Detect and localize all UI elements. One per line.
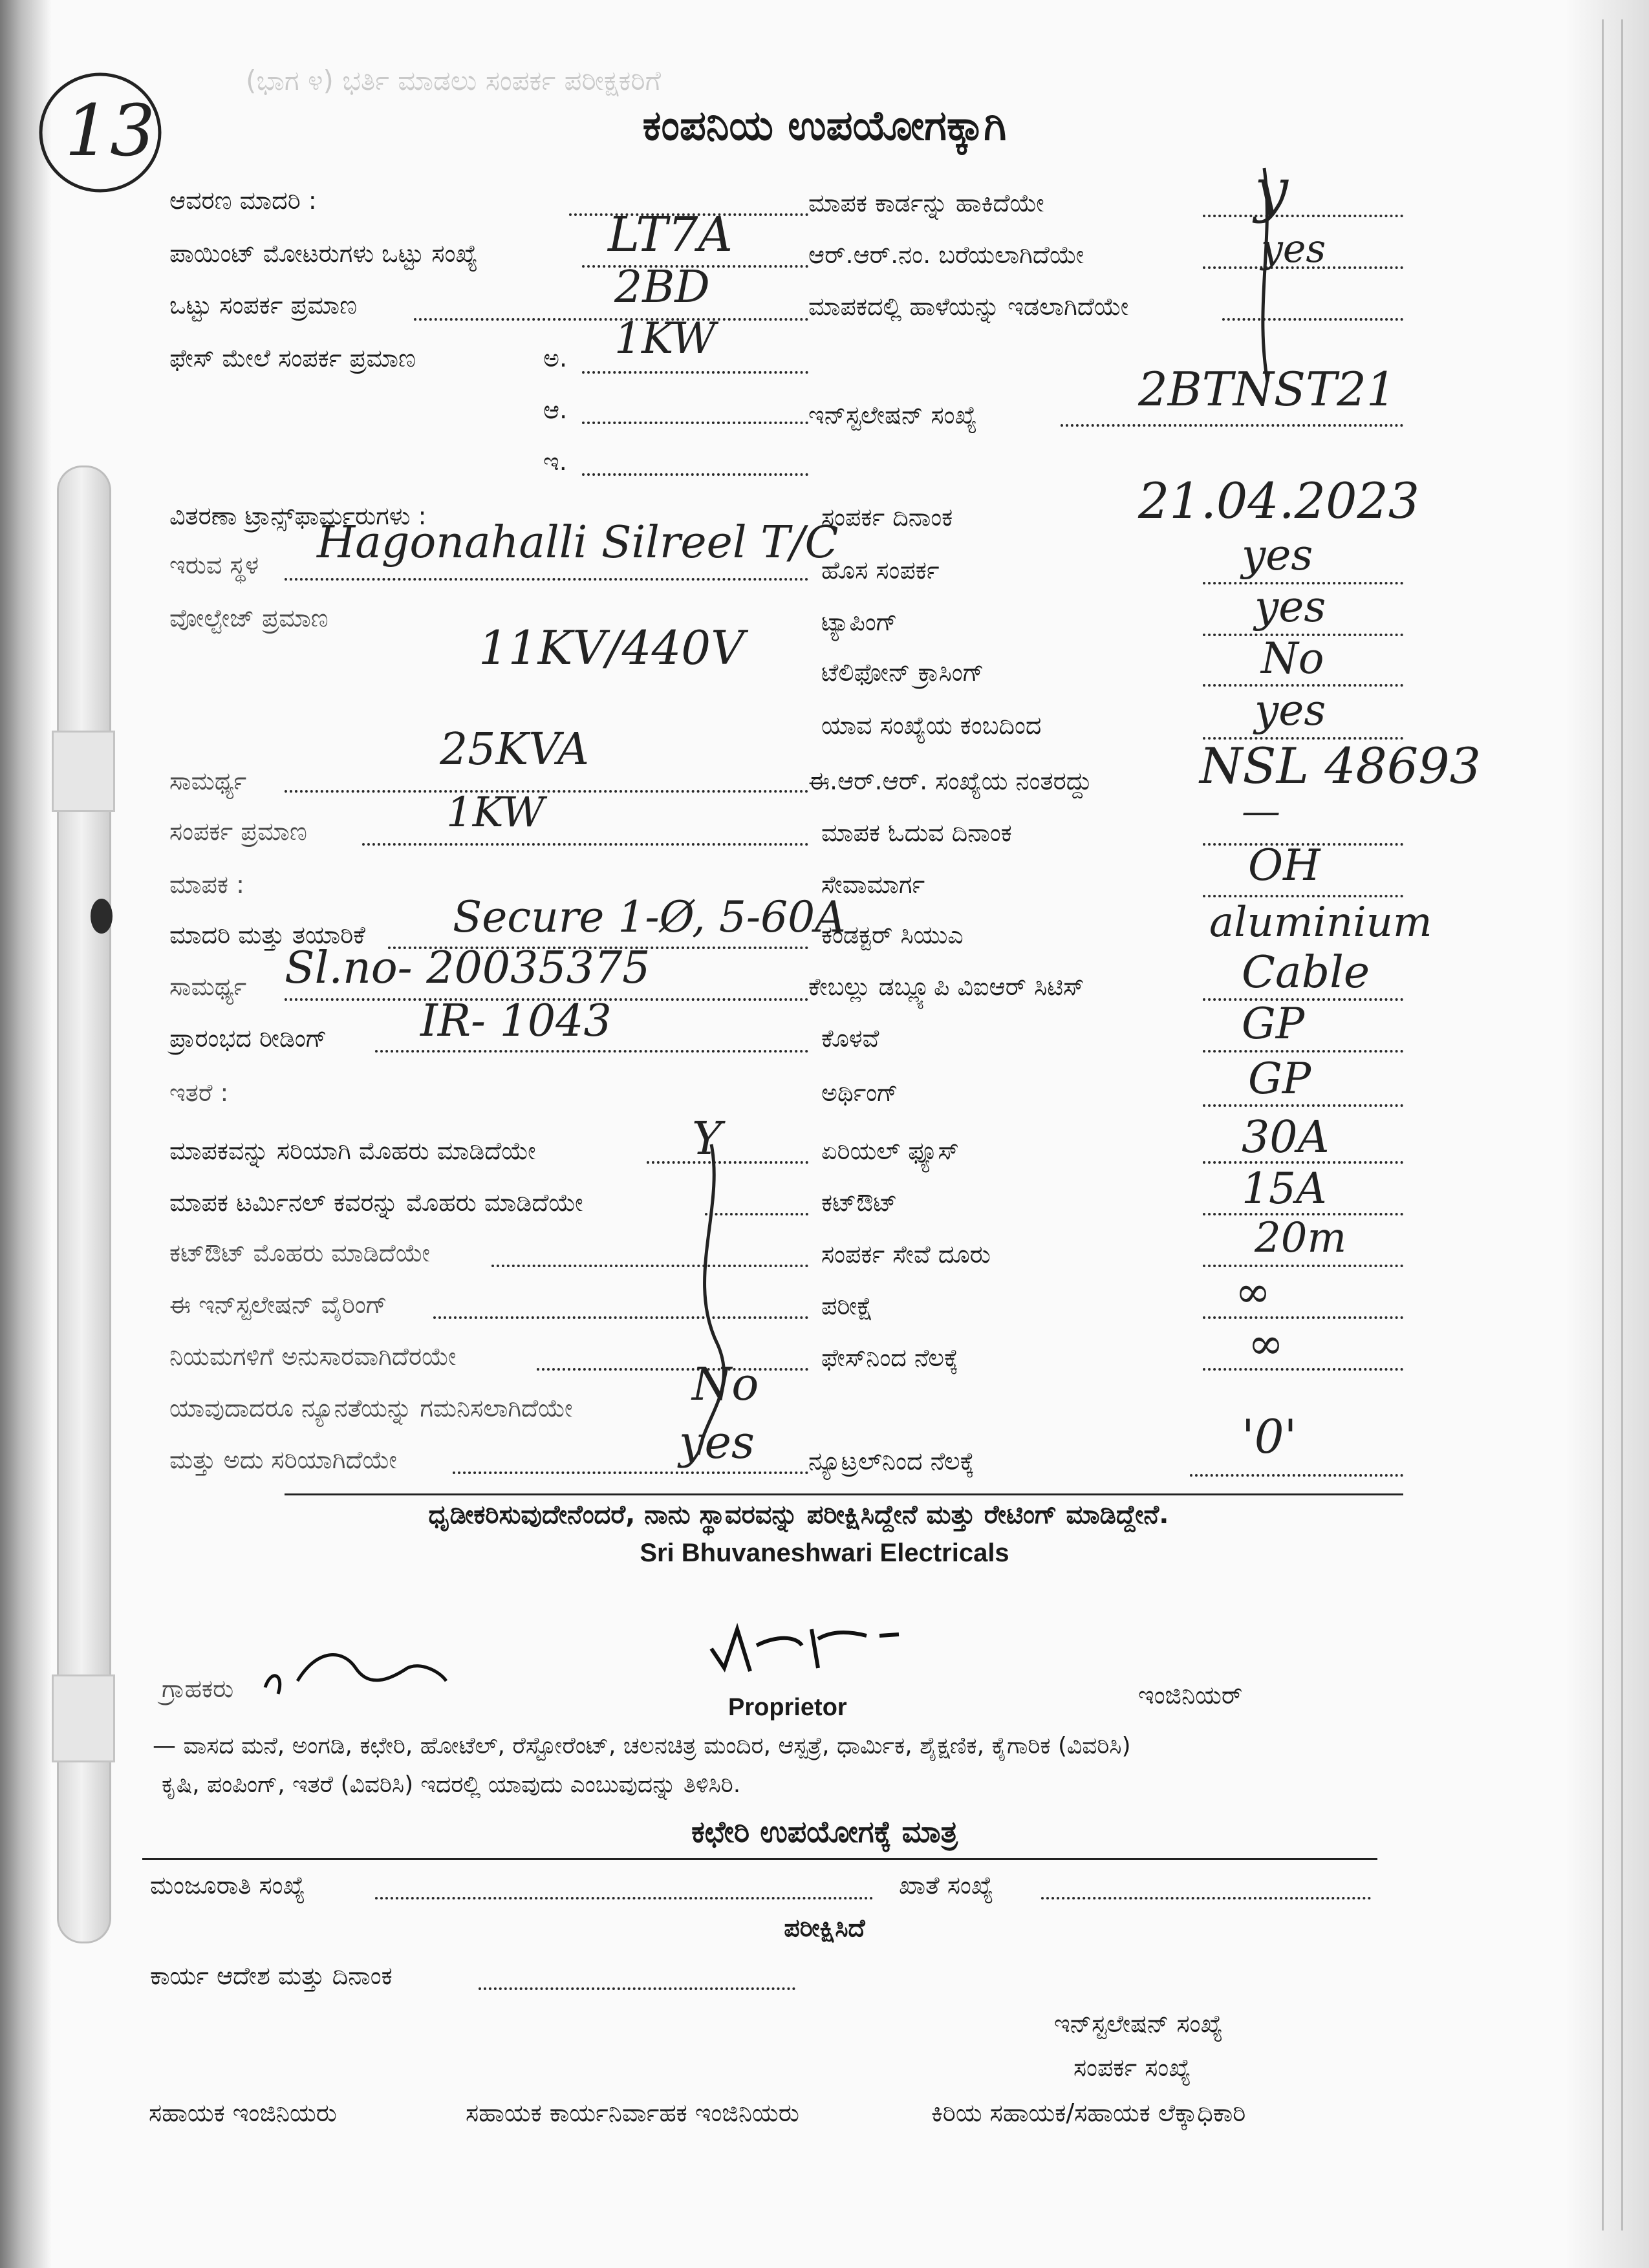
capacity-value: 25KVA <box>440 724 589 775</box>
phase-earth-line <box>1203 1368 1403 1371</box>
meter-card-value: y <box>1255 155 1288 224</box>
installation-no-line <box>1061 424 1403 427</box>
earthing-value: GP <box>1248 1054 1311 1104</box>
test-label: ಪರೀಕ್ಷೆ <box>821 1292 873 1320</box>
initial-reading-line <box>375 1050 808 1053</box>
punch-hole <box>91 899 113 934</box>
phase-aa-line <box>582 422 808 424</box>
account-no-line <box>1041 1897 1371 1899</box>
asst-exec-engineer-label: ಸಹಾಯಕ ಕಾರ್ಯನಿರ್ವಾಹಕ ಇಂಜಿನಿಯರು <box>466 2099 799 2127</box>
cutout-sealed-label: ಕಟ್‌ಔಟ್ ಮೊಹರು ಮಾಡಿದೆಯೇ <box>169 1239 430 1267</box>
office-use-title: ಕಛೇರಿ ಉಪಯೋಗಕ್ಕೆ ಮಾತ್ರ <box>691 1814 958 1849</box>
point-motors-value: LT7A <box>608 207 733 262</box>
err-number-value: NSL 48693 <box>1200 737 1481 795</box>
phase-load-sub-i: ಇ. <box>543 447 567 476</box>
tapping-value: yes <box>1255 582 1326 632</box>
phase-load-sub-aa: ಆ. <box>543 396 568 424</box>
cable-wp-value: Cable <box>1242 947 1370 998</box>
service-distance-line <box>1203 1265 1403 1267</box>
connection-load-value: 1KW <box>446 789 545 837</box>
tapping-label: ಟ್ಯಾಪಿಂಗ್ <box>821 608 898 636</box>
service-distance-value: 20m <box>1255 1214 1347 1262</box>
phase-earth-label: ಫೇಸ್‌ನಿಂದ ನೆಲಕ್ಕೆ <box>821 1343 959 1372</box>
defects-value: No <box>692 1358 759 1411</box>
check-mark-stroke <box>660 1131 763 1468</box>
new-connection-label: ಹೊಸ ಸಂಪರ್ಕ <box>821 556 940 584</box>
account-no-label: ಖಾತೆ ಸಂಖ್ಯೆ <box>899 1871 994 1899</box>
telephone-crossing-value: No <box>1261 634 1324 683</box>
meter-sealed-value: Y <box>692 1112 722 1165</box>
proprietor-label: Proprietor <box>728 1694 847 1721</box>
connection-load-label: ಸಂಪರ್ಕ ಪ್ರಮಾಣ <box>169 817 307 846</box>
voltage-label: ವೋಲ್ಟೇಜ್ ಪ್ರಮಾಣ <box>169 604 329 632</box>
terminal-sealed-label: ಮಾಪಕ ಟರ್ಮಿನಲ್ ಕವರನ್ನು ಮೊಹರು ಮಾಡಿದೆಯೇ <box>169 1188 583 1217</box>
meter-sealed-label: ಮಾಪಕವನ್ನು ಸರಿಯಾಗಿ ಮೊಹರು ಮಾಡಿದೆಯೇ <box>169 1137 536 1165</box>
connection-date-label: ಸಂಪರ್ಕ ದಿನಾಂಕ <box>821 503 953 531</box>
installation-no-value: 2BTNST21 <box>1138 362 1396 416</box>
avarana-madari-label: ಆವರಣ ಮಾದರಿ : <box>169 186 317 215</box>
err-number-label: ಈ.ಆರ್.ಆರ್. ಸಂಖ್ಯೆಯ ನಂತರದ್ದು <box>808 767 1092 795</box>
work-order-label: ಕಾರ್ಯ ಆದೇಶ ಮತ್ತು ದಿನಾಂಕ <box>150 1962 393 1990</box>
checked-label: ಪರೀಕ್ಷಿಸಿದೆ <box>784 1914 865 1942</box>
others-label: ಇತರೆ : <box>169 1078 229 1107</box>
is-correct-line <box>453 1471 808 1474</box>
connection-date-value: 21.04.2023 <box>1138 472 1420 530</box>
connection-load-line <box>362 843 808 846</box>
phase-load-label: ಫೇಸ್ ಮೇಲೆ ಸಂಪರ್ಕ ಪ್ರಮಾಣ <box>169 344 416 372</box>
meter-capacity-value: Sl.no- 20035375 <box>285 943 651 994</box>
section-divider <box>285 1493 1403 1495</box>
customer-signature <box>259 1642 466 1720</box>
conductor-value: aluminium <box>1209 899 1432 947</box>
cutout-label: ಕಟ್‌ಔಟ್ <box>821 1188 898 1217</box>
office-connection-no-label: ಸಂಪರ್ಕ ಸಂಖ್ಯೆ <box>1073 2053 1191 2082</box>
service-route-label: ಸೇವಾಮಾರ್ಗ <box>821 870 925 899</box>
phase-i-line <box>582 473 808 476</box>
engineer-label: ಇಂಜಿನಿಯರ್ <box>1138 1681 1243 1709</box>
cutout-value: 15A <box>1242 1164 1327 1214</box>
model-make-label: ಮಾದರಿ ಮತ್ತು ತಯಾರಿಕೆ <box>169 921 365 949</box>
installation-no-label: ಇನ್‌ಸ್ಟಲೇಷನ್ ಸಂಖ್ಯೆ <box>808 401 977 429</box>
meter-card-label: ಮಾಪಕ ಕಾರ್ಡನ್ನು ಹಾಕಿದೆಯೇ <box>808 189 1044 217</box>
meter-label: ಮಾಪಕ : <box>169 870 244 899</box>
phase-load-line <box>582 371 808 374</box>
rr-written-value: yes <box>1261 226 1326 272</box>
office-installation-no-label: ಇನ್‌ಸ್ಟಲೇಷನ್ ಸಂಖ್ಯೆ <box>1054 2009 1223 2038</box>
pipe-value: GP <box>1242 999 1305 1049</box>
phase-earth-value: ∞ <box>1248 1319 1284 1369</box>
meter-reading-date-value: — <box>1242 789 1280 834</box>
binder-clip <box>52 731 115 812</box>
location-value: Hagonahalli Silreel T/C <box>317 517 839 568</box>
neutral-earth-label: ನ್ಯೂಟ್ರಲ್‌ನಿಂದ ನೆಲಕ್ಕೆ <box>808 1447 975 1475</box>
capacity-label: ಸಾಮರ್ಥ್ಯ <box>169 767 247 795</box>
neutral-earth-value: '0' <box>1242 1409 1297 1464</box>
service-route-value: OH <box>1248 840 1320 890</box>
rr-written-label: ಆರ್.ಆರ್.ನಂ. ಬರೆಯಲಾಗಿದೆಯೇ <box>808 241 1084 269</box>
earthing-label: ಅರ್ಥಿಂಗ್ <box>821 1078 898 1107</box>
meter-capacity-label: ಸಾಮರ್ಥ್ಯ <box>169 972 247 1001</box>
aerial-fuse-value: 30A <box>1242 1112 1330 1163</box>
certification-statement: ಧೃಡೀಕರಿಸುವುದೇನೆಂದರೆ, ನಾನು ಸ್ಥಾವರವನ್ನು ಪರೀಕ್ಷಿಸಿದ್ದೇನೆ ಮತ್ತು ರೇಟಿಂಗ್ ಮಾಡಿದ್ದೇನೆ. <box>428 1500 1169 1530</box>
location-line <box>285 578 808 581</box>
asst-engineer-label: ಸಹಾಯಕ ಇಂಜಿನಿಯರು <box>149 2099 337 2127</box>
initial-reading-value: IR- 1043 <box>420 996 612 1047</box>
meter-reading-date-label: ಮಾಪಕ ಓದುವ ದಿನಾಂಕ <box>821 818 1012 847</box>
proprietor-signature <box>705 1610 938 1687</box>
service-route-line <box>1203 895 1403 897</box>
earthing-line <box>1203 1104 1403 1107</box>
bracket-stroke <box>1229 162 1293 394</box>
test-value: ∞ <box>1235 1267 1271 1317</box>
new-connection-value: yes <box>1242 530 1313 580</box>
phase-load-value: 1KW <box>614 314 716 363</box>
defects-label: ಯಾವುದಾದರೂ ನ್ಯೂನತೆಯನ್ನು ಗಮನಿಸಲಾಗಿದೆಯೇ <box>169 1394 573 1422</box>
binder-clip <box>52 1674 115 1762</box>
note-line-2: ಕೃಷಿ, ಪಂಪಿಂಗ್, ಇತರೆ (ವಿವರಿಸಿ) ಇದರಲ್ಲಿ ಯಾವುದು ಎಂಬುವುದನ್ನು ತಿಳಿಸಿರಿ. <box>162 1771 741 1798</box>
transformers-label: ವಿತರಣಾ ಟ್ರಾನ್ಸ್‌ಫಾರ್ಮರುಗಳು : <box>169 502 427 530</box>
model-make-value: Secure 1-Ø, 5-60A <box>453 892 846 942</box>
pipe-line <box>1203 1050 1403 1053</box>
phase-load-sub-a: ಅ. <box>543 344 568 372</box>
initial-reading-label: ಪ್ರಾರಂಭದ ರೀಡಿಂಗ್ <box>169 1024 327 1053</box>
voltage-value: 11KV/440V <box>479 621 745 675</box>
note-line-1: — ವಾಸದ ಮನೆ, ಅಂಗಡಿ, ಕಛೇರಿ, ಹೋಟೆಲ್, ರೆಸ್ಟೋರೆಂಟ್, ಚಲನಚಿತ್ರ ಮಂದಿರ, ಆಸ್ಪತ್ರೆ, ಧಾರ್ಮಿಕ, ಶೈಕ್ಷಣಿಕ, ಕೈಗಾರಿಕ (ವಿವರಿಸಿ) <box>153 1733 1131 1759</box>
aerial-fuse-label: ಏರಿಯಲ್ ಫ್ಯೂಸ್ <box>821 1137 959 1165</box>
capacity-line <box>285 790 808 793</box>
pole-number-value: yes <box>1255 685 1326 735</box>
as-per-rules-label: ನಿಯಮಗಳಿಗೆ ಅನುಸಾರವಾಗಿದೆರಯೇ <box>169 1342 457 1371</box>
office-divider <box>142 1858 1377 1860</box>
work-order-line <box>479 1987 795 1990</box>
faded-header-text: (ಭಾಗ ೪) ಭರ್ತಿ ಮಾಡಲು ಸಂಪರ್ಕ ಪರೀಕ್ಷಕರಿಗೆ <box>246 65 661 96</box>
junior-asst-label: ಕಿರಿಯ ಸಹಾಯಕ/ಸಹಾಯಕ ಲೆಕ್ಕಾಧಿಕಾರಿ <box>931 2099 1246 2127</box>
service-distance-label: ಸಂಪರ್ಕ ಸೇವೆ ದೂರು <box>821 1240 991 1268</box>
total-load-value: 2BD <box>614 262 710 313</box>
pole-number-label: ಯಾವ ಸಂಖ್ಯೆಯ ಕಂಬದಿಂದ <box>821 711 1042 740</box>
is-correct-label: ಮತ್ತು ಅದು ಸರಿಯಾಗಿದೆಯೇ <box>169 1446 397 1474</box>
total-load-label: ಒಟ್ಟು ಸಂಪರ್ಕ ಪ್ರಮಾಣ <box>169 291 358 319</box>
test-line <box>1203 1316 1403 1319</box>
page-title: ಕಂಪನಿಯ ಉಪಯೋಗಕ್ಕಾಗಿ <box>642 102 1007 150</box>
pipe-label: ಕೊಳವೆ <box>821 1024 879 1053</box>
page-edge-line <box>1602 19 1604 2231</box>
circled-number: 13 <box>65 89 155 172</box>
page-edge-line <box>1621 19 1623 2231</box>
cable-wp-label: ಕೇಬಲ್ಲು ಡಬ್ಲ್ಯೂಪಿ ವಿಐಆರ್ ಸಿಟಿಸ್ <box>808 972 1084 1001</box>
installation-wiring-label: ಈ ಇನ್‌ಸ್ಟಲೇಷನ್ ವೈರಿಂಗ್ <box>169 1290 387 1319</box>
customer-label: ಗ್ರಾಹಕರು <box>162 1674 234 1703</box>
telephone-crossing-label: ಟೆಲಿಫೋನ್ ಕ್ರಾಸಿಂಗ್ <box>821 658 984 687</box>
total-load-line <box>414 318 808 321</box>
location-label: ಇರುವ ಸ್ಥಳ <box>169 551 259 579</box>
sanction-no-line <box>375 1897 873 1899</box>
is-correct-value: yes <box>679 1416 755 1469</box>
point-motors-label: ಪಾಯಿಂಟ್ ಮೋಟರುಗಳು ಒಟ್ಟು ಸಂಖ್ಯೆ <box>169 239 478 268</box>
sanction-no-label: ಮಂಜೂರಾತಿ ಸಂಖ್ಯೆ <box>150 1871 305 1899</box>
firm-name: Sri Bhuvaneshwari Electricals <box>640 1539 1009 1567</box>
conductor-label: ಕಂಡಕ್ಟರ್ ಸಿಯುಎ <box>821 921 964 949</box>
neutral-earth-line <box>1190 1474 1403 1477</box>
old-meter-label: ಮಾಪಕದಲ್ಲಿ ಹಾಳೆಯನ್ನು ಇಡಲಾಗಿದೆಯೇ <box>808 292 1129 321</box>
